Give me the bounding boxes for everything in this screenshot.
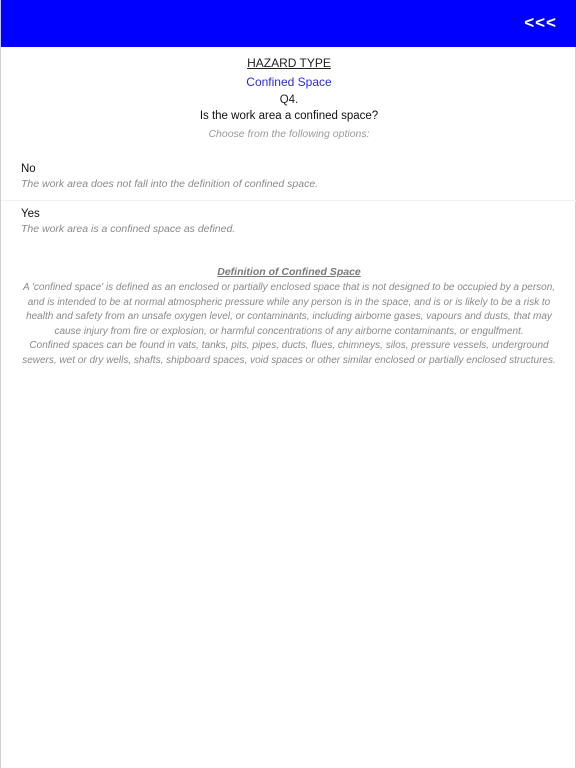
hazard-type-label: HAZARD TYPE — [247, 56, 331, 70]
question-text: Is the work area a confined space? — [199, 110, 379, 122]
definition-paragraph: Confined spaces can be found in vats, tanks, pits, pipes, ducts, flues, chimneys, silos, pressure vessels, underground sewers, wet or dry wells, shafts, shipboard spaces, void spaces or other similar enclosed or partially enclosed structures. — [22, 340, 556, 366]
top-bar — [1, 0, 576, 47]
option-no[interactable] — [1, 156, 576, 200]
option-title: No — [21, 163, 36, 175]
options-list — [1, 156, 576, 245]
option-title: Yes — [21, 208, 40, 220]
definition-body — [17, 281, 561, 368]
option-yes[interactable] — [1, 200, 576, 245]
instruction-text: Choose from the following options: — [208, 128, 370, 140]
option-description: The work area does not fall into the definition of confined space. — [21, 178, 319, 190]
definition-section — [17, 265, 561, 368]
definition-title: Definition of Confined Space — [217, 266, 361, 278]
question-number: Q4. — [279, 94, 299, 106]
hazard-type-value: Confined Space — [246, 75, 332, 89]
back-button[interactable]: <<< — [524, 13, 557, 32]
definition-paragraph: A 'confined space' is defined as an enclosed or partially enclosed space that is not designed to be occupied by a person, and is intended to be at normal atmospheric pressure while any person is in the space, and is or is likely to be a risk to health and safety from an unsafe oxygen level, or contaminants, including airborne gases, vapours and dusts, that may cause injury from fire or explosion, or harmful concentrations of any airborne contaminants, or engulfment. — [22, 282, 556, 337]
option-description: The work area is a confined space as defined. — [21, 223, 236, 235]
question-header — [1, 55, 576, 142]
